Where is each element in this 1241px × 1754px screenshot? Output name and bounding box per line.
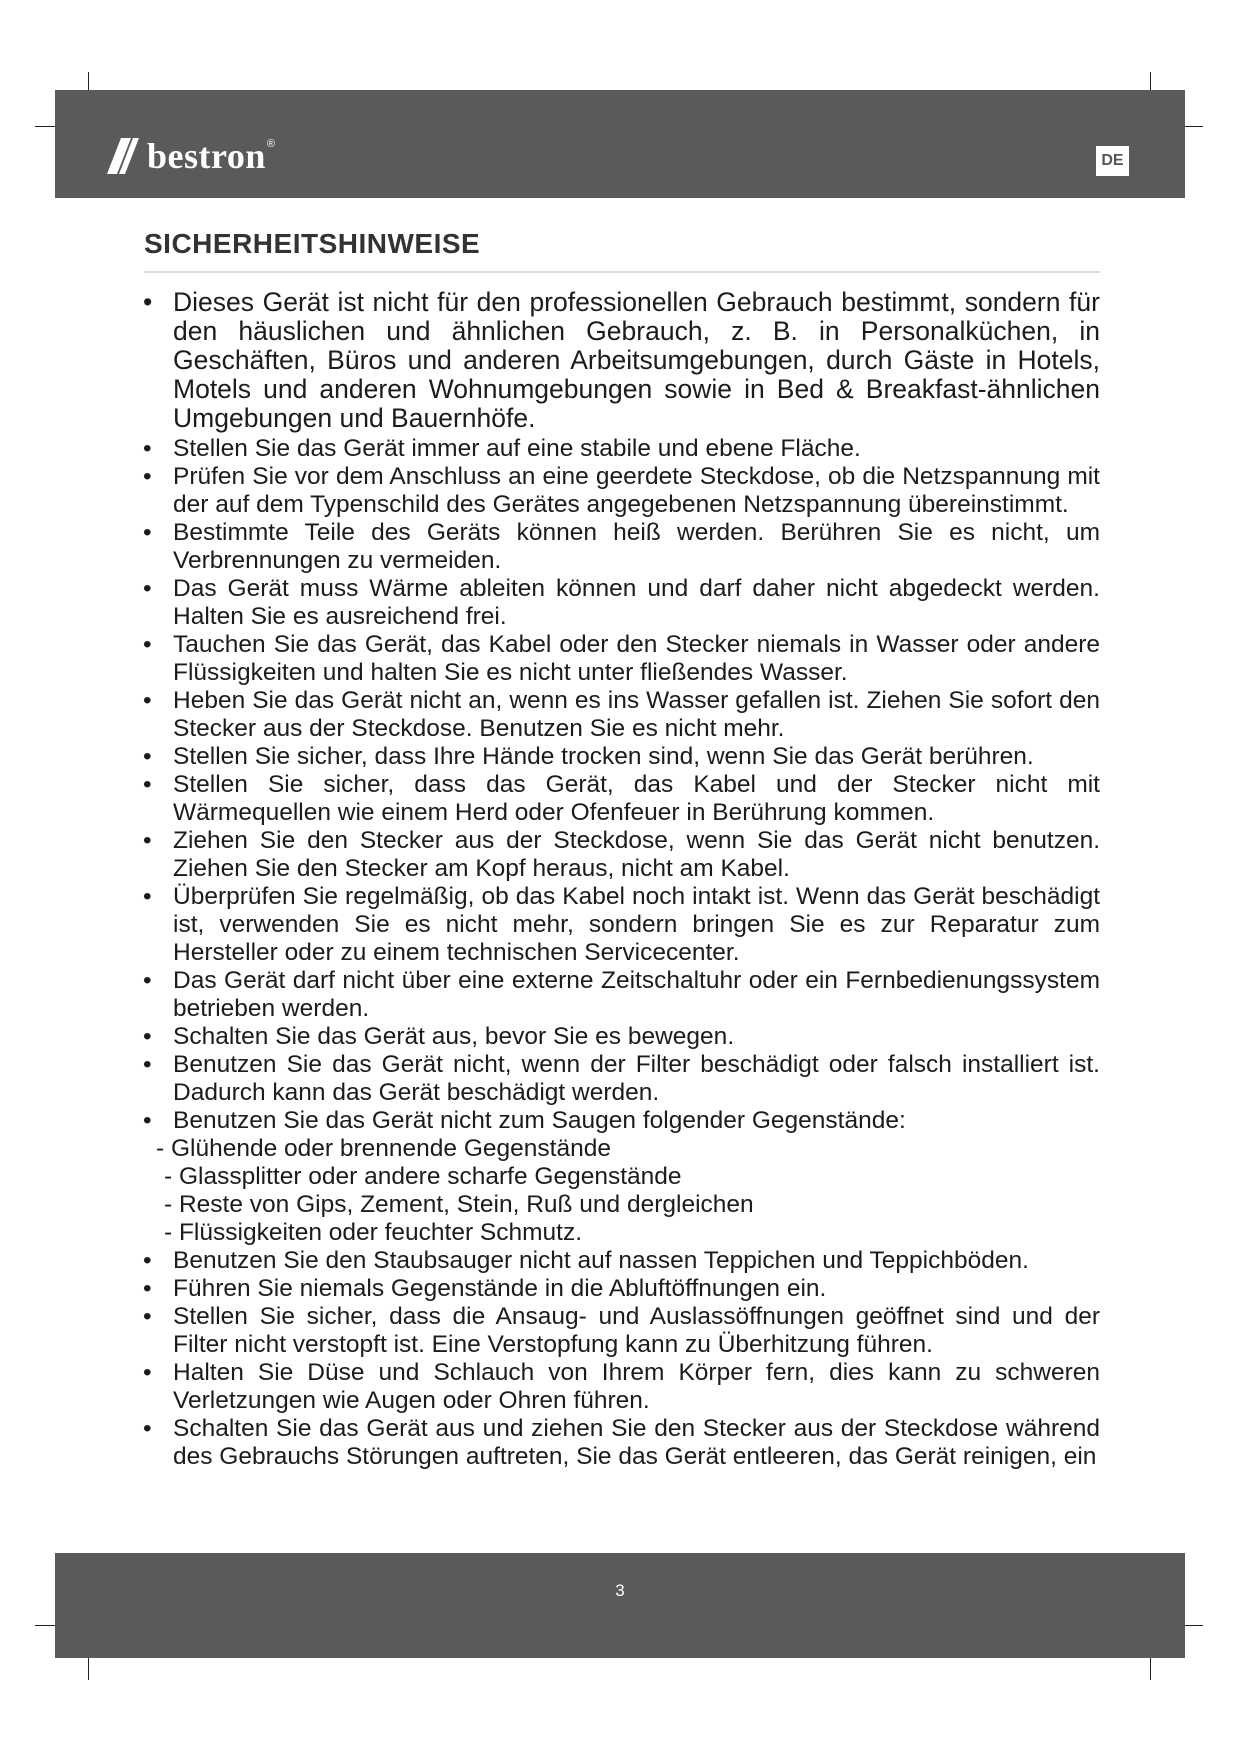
bullet: • <box>143 575 152 602</box>
page-number: 3 <box>615 1581 625 1600</box>
bullet: • <box>143 827 152 854</box>
bullet: • <box>143 967 152 994</box>
item-text: Bestimmte Teile des Geräts können heiß werden. Berühren Sie es nicht, um Verbrennungen zu vermeiden. <box>173 519 1100 574</box>
bullet: • <box>143 435 152 462</box>
bullet: • <box>143 631 152 658</box>
bullet: • <box>143 687 152 714</box>
safety-list <box>143 288 1100 1471</box>
sub-list-item: - Flüssigkeiten oder feuchter Schmutz. <box>164 1219 583 1246</box>
section-title: SICHERHEITSHINWEISE <box>144 228 481 259</box>
list-item <box>143 743 1100 771</box>
sub-list-item: - Glassplitter oder andere scharfe Gegenstände <box>164 1163 682 1190</box>
item-text: Stellen Sie sicher, dass das Gerät, das Kabel und der Stecker nicht mit Wärmequellen wie einem Herd oder Ofenfeuer in Berührung kommen. <box>173 771 1100 826</box>
list-item <box>143 575 1100 631</box>
sub-list-item: - Reste von Gips, Zement, Stein, Ruß und dergleichen <box>164 1191 754 1218</box>
logo-stripes-icon <box>105 136 139 176</box>
item-text: Stellen Sie sicher, dass Ihre Hände trocken sind, wenn Sie das Gerät berühren. <box>173 743 1034 770</box>
list-item <box>143 1415 1100 1471</box>
item-text: Dieses Gerät ist nicht für den professionellen Gebrauch bestimmt, sondern für den häuslichen und ähnlichen Gebrauch, z. B. in Personalküchen, in Geschäften, Büros und anderen Arbeitsumgebungen, durch Gäste in Hotels, Motels und anderen Wohnumgebungen sowie in Bed & Breakfast-ähnlichen Umgebungen und Bauernhöfe. <box>173 287 1100 433</box>
bullet: • <box>143 1303 152 1330</box>
page-footer <box>55 1553 1185 1658</box>
item-text: Stellen Sie das Gerät immer auf eine stabile und ebene Fläche. <box>173 435 861 462</box>
list-item <box>143 1247 1100 1275</box>
item-text: Ziehen Sie den Stecker aus der Steckdose, wenn Sie das Gerät nicht benutzen. Ziehen Sie den Stecker am Kopf heraus, nicht am Kabel. <box>173 827 1100 882</box>
bullet: • <box>143 1107 152 1134</box>
bullet: • <box>143 1359 152 1386</box>
item-text: Heben Sie das Gerät nicht an, wenn es ins Wasser gefallen ist. Ziehen Sie sofort den Stecker aus der Steckdose. Benutzen Sie es nicht mehr. <box>173 687 1100 742</box>
trademark-symbol: ® <box>266 138 275 150</box>
list-item <box>143 288 1100 433</box>
item-text: Halten Sie Düse und Schlauch von Ihrem Körper fern, dies kann zu schweren Verletzungen wie Augen oder Ohren führen. <box>173 1359 1100 1414</box>
bullet: • <box>143 463 152 490</box>
item-text: Das Gerät darf nicht über eine externe Zeitschaltuhr oder ein Fernbedienungssystem betrieben werden. <box>173 967 1100 1022</box>
bullet: • <box>143 1415 152 1442</box>
brand-name: bestron <box>147 136 266 176</box>
language-badge: DE <box>1096 146 1129 176</box>
item-text: Stellen Sie sicher, dass die Ansaug- und Auslassöffnungen geöffnet sind und der Filter nicht verstopft ist. Eine Verstopfung kann zu Überhitzung führen. <box>173 1303 1100 1358</box>
bullet: • <box>143 519 152 546</box>
list-item <box>143 1107 1100 1135</box>
list-item <box>143 435 1100 463</box>
title-divider <box>144 271 1100 273</box>
item-text: Das Gerät muss Wärme ableiten können und darf daher nicht abgedeckt werden. Halten Sie es ausreichend frei. <box>173 575 1100 630</box>
list-item <box>143 1303 1100 1359</box>
list-item <box>143 827 1100 883</box>
bullet: • <box>143 287 153 317</box>
item-text: Benutzen Sie das Gerät nicht zum Saugen folgender Gegenstände: <box>173 1107 906 1134</box>
bullet: • <box>143 771 152 798</box>
list-item <box>143 1275 1100 1303</box>
item-text: Schalten Sie das Gerät aus, bevor Sie es bewegen. <box>173 1023 735 1050</box>
list-item <box>143 967 1100 1023</box>
item-text: Benutzen Sie das Gerät nicht, wenn der Filter beschädigt oder falsch installiert ist. Dadurch kann das Gerät beschädigt werden. <box>173 1051 1100 1106</box>
list-item <box>143 631 1100 687</box>
bullet: • <box>143 1051 152 1078</box>
brand-logo <box>105 134 275 178</box>
list-item <box>143 1359 1100 1415</box>
bullet: • <box>143 1247 152 1274</box>
list-item <box>143 687 1100 743</box>
list-item <box>143 771 1100 827</box>
list-item <box>143 1051 1100 1107</box>
item-text: Tauchen Sie das Gerät, das Kabel oder den Stecker niemals in Wasser oder andere Flüssigkeiten und halten Sie es nicht unter fließendes Wasser. <box>173 631 1100 686</box>
bullet: • <box>143 883 152 910</box>
item-text: Führen Sie niemals Gegenstände in die Abluftöffnungen ein. <box>173 1275 827 1302</box>
bullet: • <box>143 743 152 770</box>
list-item <box>143 1023 1100 1051</box>
bullet: • <box>143 1275 152 1302</box>
sub-list-item: - Glühende oder brennende Gegenstände <box>156 1135 611 1162</box>
list-item <box>143 883 1100 967</box>
list-item <box>143 463 1100 519</box>
item-text: Benutzen Sie den Staubsauger nicht auf nassen Teppichen und Teppichböden. <box>173 1247 1029 1274</box>
item-text: Prüfen Sie vor dem Anschluss an eine geerdete Steckdose, ob die Netzspannung mit der auf dem Typenschild des Gerätes angegebenen Netzspannung übereinstimmt. <box>173 463 1100 518</box>
item-text: Schalten Sie das Gerät aus und ziehen Sie den Stecker aus der Steckdose während des Gebrauchs Störungen auftreten, Sie das Gerät entleeren, das Gerät reinigen, ein <box>173 1415 1100 1470</box>
list-item <box>143 519 1100 575</box>
item-text: Überprüfen Sie regelmäßig, ob das Kabel noch intakt ist. Wenn das Gerät beschädigt ist, verwenden Sie es nicht mehr, sondern bringen Sie es zur Reparatur zum Hersteller oder zu einem technischen Servicecenter. <box>173 883 1100 966</box>
bullet: • <box>143 1023 152 1050</box>
page-header <box>55 90 1185 198</box>
